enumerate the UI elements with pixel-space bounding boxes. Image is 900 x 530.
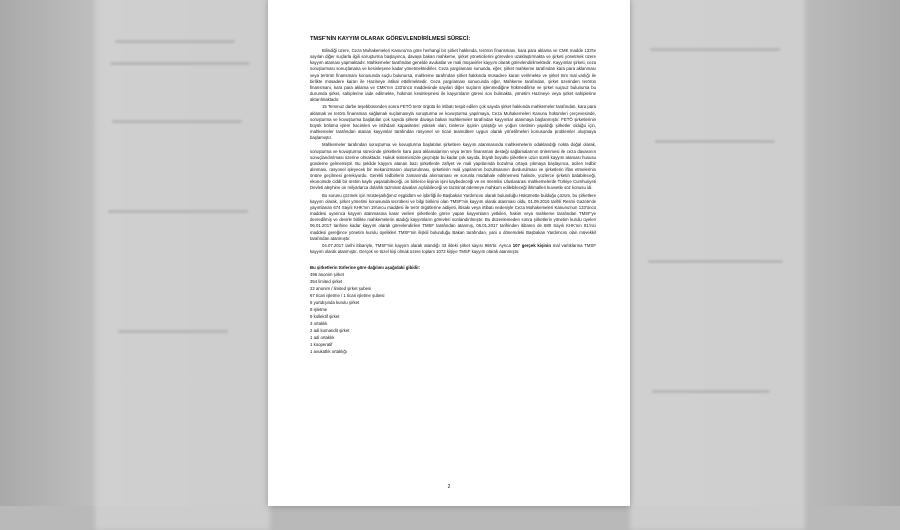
list-item: 9 işletme (310, 307, 328, 313)
blurred-line (112, 120, 242, 123)
section-heading: TMSF'NİN KAYYIM OLARAK GÖREVLENDİRİLMESİ SÜRECİ: (310, 36, 471, 42)
page-content (310, 36, 596, 355)
paragraph: Bu sorunu çözmek için müsteşarlığımız eşgüdüm ve işbirliği ile Başbakan Yardımcısı olarak bulunduğu Hükümette bulduğu çözüm, bu şirketlere kayyım olarak, şirket yönetimi konusunda tecrübesi ve bilgi birikimi olan TMSF'nin kayyım olarak atanması oldu. 01.09.2016 tarihli Resmi Gazete'de yayımlanan 674 Sayılı KHK'nın 19'uncu maddesi ile terör örgütlerine aidiyeti, iltisakı veya irtibatı nedeniyle Ceza Muhakemeleri Kanunu'nun 133'üncü maddesi uyarınca kayyım atanmasına karar verilen şirketlerde görev yapan kayyımların yetkileri, hakim veya mahkeme tarafından TMSF'ye devredilmiş ve devirle birlikte mahkemelerin atadığı kayyımların görevleri sonlandırılmıştır. Bu düzenlemeden sonra şirketlerin yönetim kurulu üyeleri 06.01.2017 tarihine kadar kayyım olarak görevlendirilen TMSF tarafından atanmış, 06.01.2017 tarihinden itibaren de 680 Sayılı KHK'nın 81'inci maddesi gereğince yönetim kurulu üyelikleri TMSF'nin ilişkili bulunduğu Bakan tarafından, yani o dönemdeki Başbakan Yardımcısı olan müvekkil tarafından atanmıştır. (310, 192, 596, 241)
blurred-line (118, 330, 228, 333)
blurred-background-page-right (630, 0, 805, 530)
list-item: 2 adi komandit şirket (310, 328, 350, 334)
summary-text: mal varlıklarına TMSF kayyım olarak atanmıştır. Gerçek ve tüzel kişi olmak üzere toplam 1072 kişiye TMSF kayyım olarak atanmıştır. (310, 242, 596, 254)
list-item: 496 anonim şirket (310, 272, 344, 278)
blurred-line (650, 48, 780, 51)
list-item: 3 ortaklık (310, 321, 328, 327)
summary-text: 04.07.2017 tarihi itibariyle, TMSF'nin kayyım olarak atandığı 43 ildeki şirket sayısı 965'tir. Ayrıca (322, 242, 513, 248)
blurred-line (108, 210, 248, 213)
list-item: 67 ticari işletme / 1 ticari işletme şubesi (310, 293, 385, 299)
page-number: 2 (447, 484, 451, 490)
summary-bold-text: 107 gerçek kişinin (512, 242, 552, 248)
paragraph: Bilindiği üzere, Ceza Muhakemeleri Kanunu'na göre herhangi bir şirket hakkında, terörün finansmanı, kara para aklama ve CMK madde 133'te sayılan diğer suçlarla ilgili soruşturma başlayınca, davaya bakan mahkeme, şirket yöneticilerini görevden uzaklaştırmakta ve şirketi yönetmek üzere kayyım ataması yapmaktadır. Mahkemeler tarafından genelde avukatlar ve mali müşavirler kayyım olarak görevlendirilmektedir. Kayyımlar şirketi, ceza soruşturması sonuçlanana ve kesinleşene kadar yönetmektedirler. Ceza yargılaması sonunda, eğer, şirket mahkeme tarafından kara para aklanması veya terörün finansmanı konusunda suçlu bulunursa, mahkeme tarafından şirket hakkında müsadere kararı verilmekte ve şirket tüm mal varlığı ile birlikte müsadere kararı ile Hazineye intikal ettirilmektedir. Ceza yargılaması sonucunda eğer, Mahkeme tarafından, şirket üzerinden terörün finansmanı, kara para aklama ve CMK'nın 133'üncü maddesinde sayılan diğer suçların işlenmediğine hükmedilirse ve şirket suçsuz bulunursa bu durumda şirket, sahiplerine iade edilmekte, hükmün kesinleşmesi ile kayyımların görevi son bulmakta, yönetim Hazineye veya şirket sahiplerine aktarılmaktadır. (310, 48, 596, 103)
paragraph: Mahkemeler tarafından soruşturma ve kovuşturma başlatılan şirketlere kayyım atanmasında mahkemelerin odaklandığı nokta doğal olarak, soruşturma ve kovuşturma sürecinde şirketlerin kara para aklamalarının veya teröre finansman desteği sağlamalarının önlenmesi ile ceza davasının sonuçlandırılması üzerine olmaktadır. Hukuk sistemimizde geçmişte bu kadar çok sayıda, büyük boyutlu şirketlere uzun süreli kayyım ataması hususu gündeme gelmemiştir. Bu şekilde kayyım atanan bazı şirketlerde zafiyet ve mali yapılarında bozulma ortaya çıkmaya başlayınca, acilen tedbir alınması, rasyonel işleyecek bir mekanizmanın oluşturulması, şirketlerin mali yapılarının bozulmasının durdurulması ve şirketlerin iflas etmelerinin önüne geçilmesi gerekiyordu. Gerekli tedbirlerin zamanında alınmaması ve sorunla müdahale edilmemesi halinde, yüzlerce şirketin batabileceği, ekonomide ciddi bir üretim kaybı yaşanabileceği, on binlerce kişinin işini kaybedeceği ve en önemlisi Uluslararası mahkemelerde Türkiye Cumhuriyeti Devleti aleyhine on milyarlarca dolarlık tazminat davaları açılabileceği ve tazminat ödemeye mahkum edilebileceği ihtimalleri kuvvetle söz konusu idi. (310, 142, 596, 191)
blurred-background-page-left (95, 0, 270, 530)
list-item: 1 avukatlık ortaklığı (310, 349, 348, 355)
company-type-list (310, 271, 596, 355)
list-item: 22 anonim / limited şirket şubesi (310, 286, 372, 292)
summary-paragraph (310, 243, 596, 255)
blurred-line (110, 62, 250, 65)
blurred-line (648, 260, 783, 263)
list-item: 354 limited şirket (310, 279, 343, 285)
list-item: 1 kooperatif (310, 342, 333, 348)
document-page (268, 0, 630, 506)
list-item: 1 adi ortaklık (310, 335, 335, 341)
blurred-line (115, 40, 235, 43)
blurred-line (652, 390, 770, 393)
paragraph: 15 Temmuz darbe teşebbüsünden sonra FETÖ terör örgütü ile irtibatı tespit edilen çok sayıda şirket hakkında mahkemeler tarafından, kara para aklamak ve terörü finansman sağlamak suçlamasıyla soruşturma ve kovuşturma yapılmaya, Ceza Muhakemeleri Kanunu hükümleri çerçevesinde, soruşturma ve kovuşturma başlatılan çok sayıda şirkete davaya bakan mahkemeler tarafından kayyımlar atanmaya başlanmıştır. FETÖ şirketlerinin büyük bölümü işlem hacimleri ve istihdam kapasiteleri yüksek olan, binlerce işçinin çalıştığı ve yoğun üretimin yapıldığı şirketler olduğu için, mahkemeler tarafından atanan kayyımlar tarafından rasyonel ve ticari teamüllere uygun olarak yönetilmeleri konusunda problemler oluşmaya başlamıştır. (310, 104, 596, 141)
list-item: 9 kollektif şirket (310, 314, 340, 320)
blurred-line (655, 140, 775, 143)
list-item: 5 yurtdışında kurulu şirket (310, 300, 360, 306)
list-heading: Bu şirketlerin türlerine göre dağılımı aşağıdaki gibidir: (310, 265, 421, 271)
